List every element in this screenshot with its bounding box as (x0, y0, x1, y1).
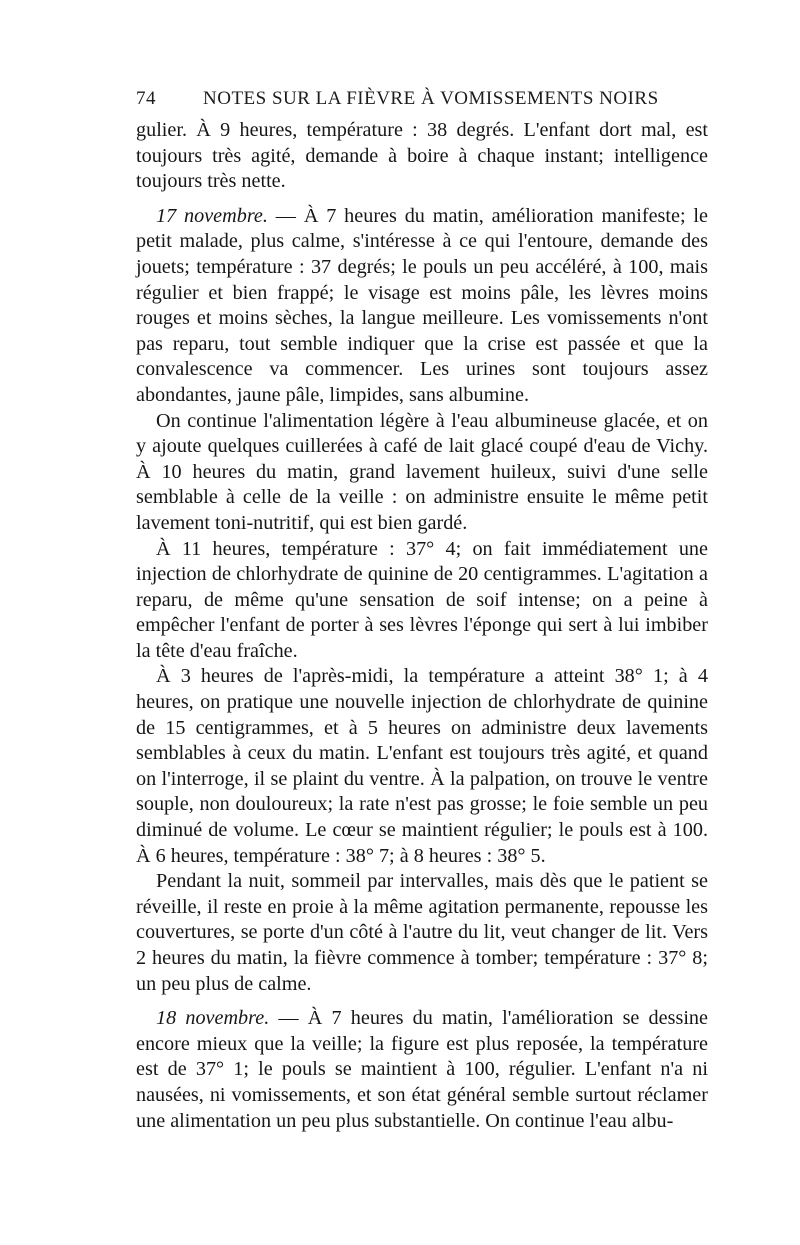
paragraph-text: Pendant la nuit, sommeil par intervalles, mais dès que le patient se réveille, il reste en proie à la même agitation permanente, repousse les couvertures, se porte d'un côté à l'autre du lit, veut changer de lit. Vers 2 heures du matin, la fièvre commence à tomber; température : 37° 8; un peu plus de calme. (136, 870, 708, 995)
book-page (136, 88, 708, 1134)
paragraph-text: On continue l'alimentation légère à l'eau albumineuse glacée, et on y ajoute quelques cuillerées à café de lait glacé coupé d'eau de Vichy. À 10 heures du matin, grand lavement huileux, suivi d'une selle semblable à celle de la veille : on administre ensuite le même petit lavement toni-nutritif, qui est bien gardé. (136, 409, 708, 534)
paragraph-11-heures (136, 537, 708, 665)
paragraph-text: gulier. À 9 heures, température : 38 degrés. L'enfant dort mal, est toujours très agité, demande à boire à chaque instant; intelligence toujours très nette. (136, 119, 708, 193)
paragraph-text: — À 7 heures du matin, amélioration manifeste; le petit malade, plus calme, s'intéresse à ce qui l'entoure, demande des jouets; température : 37 degrés; le pouls un peu accéléré, à 100, mais régulier et bien frappé; le visage est moins pâle, les lèvres moins rouges et moins sèches, la langue meilleure. Les vomissements n'ont pas reparu, tout semble indiquer que la crise est passée et que la convalescence va commencer. Les urines sont toujours assez abondantes, jaune pâle, limpides, sans albumine. (136, 204, 708, 406)
page-number: 74 (136, 88, 156, 109)
paragraph-18-novembre (136, 1006, 708, 1134)
paragraph-text: — À 7 heures du matin, l'amélioration se dessine encore mieux que la veille; la figure est plus reposée, la température est de 37° 1; le pouls se maintient à 100, régulier. L'enfant n'a ni nausées, ni vomissements, et son état général semble surtout réclamer une alimentation un peu plus substantielle. On continue l'eau albu- (136, 1007, 708, 1132)
paragraph-17-novembre (136, 204, 708, 409)
paragraph-3-heures (136, 664, 708, 869)
paragraph-alimentation (136, 409, 708, 537)
entry-date: 18 novembre. (156, 1007, 270, 1030)
entry-date: 17 novembre. (156, 204, 268, 227)
running-title: NOTES SUR LA FIÈVRE À VOMISSEMENTS NOIRS (203, 88, 659, 109)
paragraph-text: À 11 heures, température : 37° 4; on fait immédiatement une injection de chlorhydrate de quinine de 20 centigrammes. L'agitation a reparu, de même qu'une sensation de soif intense; on a peine à empêcher l'enfant de porter à ses lèvres l'éponge qui sert à lui imbiber la tête d'eau fraîche. (136, 537, 708, 662)
paragraph-nuit (136, 869, 708, 997)
paragraph-continuation (136, 118, 708, 195)
running-head (136, 88, 708, 118)
body-text (136, 118, 708, 1134)
paragraph-text: À 3 heures de l'après-midi, la température a atteint 38° 1; à 4 heures, on pratique une nouvelle injection de chlorhydrate de quinine de 15 centigrammes, et à 5 heures on administre deux lavements semblables à ceux du matin. L'enfant est toujours très agité, et quand on l'interroge, il se plaint du ventre. À la palpation, on trouve le ventre souple, non douloureux; la rate n'est pas grosse; le foie semble un peu diminué de volume. Le cœur se maintient régulier; le pouls est à 100. À 6 heures, température : 38° 7; à 8 heures : 38° 5. (136, 665, 708, 867)
